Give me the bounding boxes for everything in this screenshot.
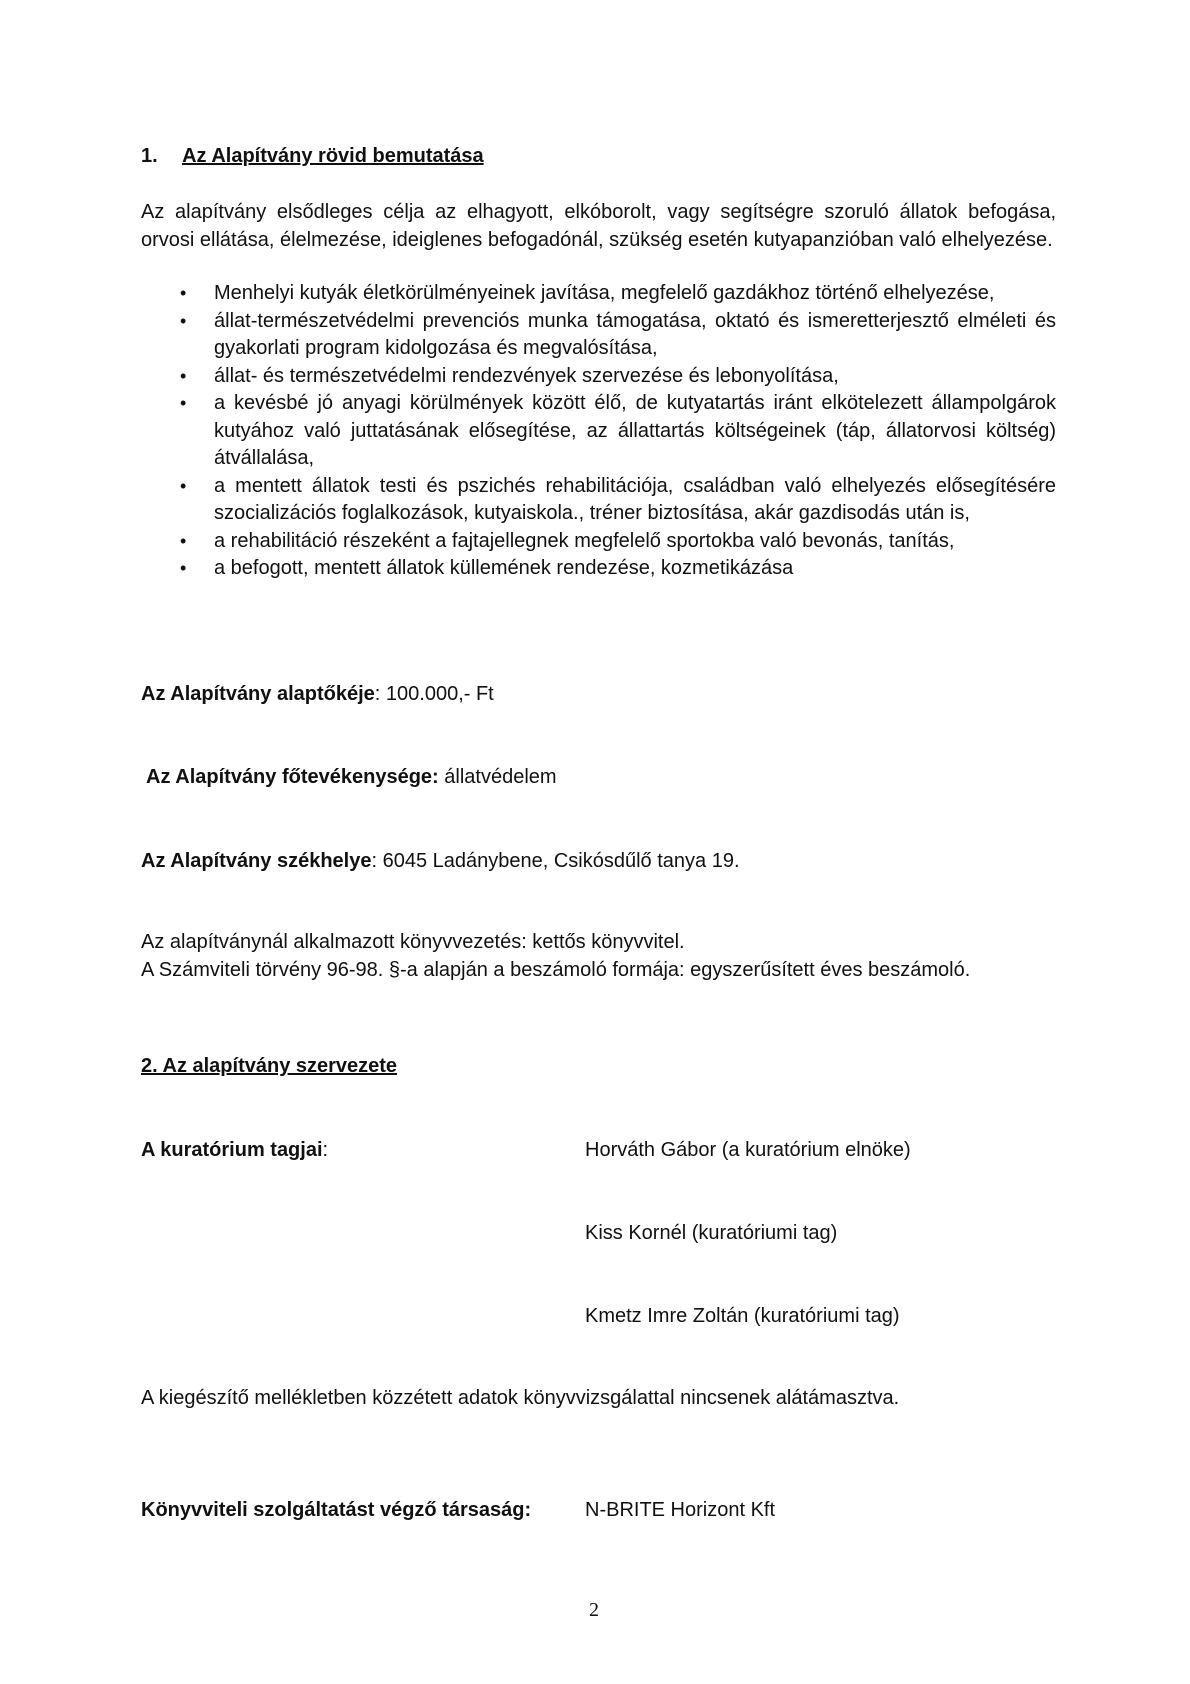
list-item: • állat-természetvédelmi prevenciós munka támogatása, oktató és ismeretterjesztő elméleti és gyakorlati program kidolgozása és megvalósítása, [180,309,1056,359]
main-activity-label: Az Alapítvány főtevékenysége: [146,766,439,788]
list-item: • a kevésbé jó anyagi körülmények között élő, de kutyatartás iránt elkötelezett állampolgárok kutyához való juttatásának elősegítése, az állattartás költségeinek (táp, állatorvosi költség) átvállalása, [180,392,1056,469]
list-item: • állat- és természetvédelmi rendezvények szervezése és lebonyolítása, [141,363,1056,391]
section-1-title: Az Alapítvány rövid bemutatása [182,145,484,167]
list-item: • a befogott, mentett állatok küllemének rendezése, kozmetikázása [141,555,1056,583]
audit-note: A kiegészítő mellékletben közzétett adatok könyvvizsgálattal nincsenek alátámasztva. [141,1387,900,1409]
board-label-line: A kuratórium tagjai: [141,1139,329,1161]
capital-label: Az Alapítvány alaptőkéje [141,683,375,705]
bullet-icon: • [180,530,187,551]
page-number: 2 [589,1599,599,1621]
seat-line [141,847,740,875]
intro-paragraph: Az alapítvány elsődleges célja az elhagyott, elkóborolt, vagy segítségre szoruló állatok befogása, orvosi ellátása, élelmezése, ideiglenes befogadónál, szükség esetén kutyapanzióban való elhelyezése. [141,201,1056,251]
accounting-line-1: Az alapítványnál alkalmazott könyvvezetés: kettős könyvvitel. [141,931,685,953]
bullet-icon: • [180,558,187,578]
bullet-icon: • [180,393,187,413]
list-item: • a rehabilitáció részeként a fajtajellegnek megfelelő sportokba való bevonás, tanítás, [141,528,1056,556]
capital-value: : 100.000,- Ft [374,683,494,705]
bookkeeping-label: Könyvviteli szolgáltatást végző társaság: [141,1499,532,1521]
accounting-line-2: A Számviteli törvény 96-98. §-a alapján a beszámoló formája: egyszerűsített éves beszámoló. [141,959,971,981]
section-2-heading [141,1052,397,1080]
seat-value: : 6045 Ladánybene, Csikósdűlő tanya 19. [371,850,740,872]
board-member-1: Horváth Gábor (a kuratórium elnöke) [585,1139,911,1161]
bullet-icon: • [180,365,187,386]
section-2-title: 2. Az alapítvány szervezete [141,1055,398,1077]
bullet-icon: • [180,310,187,331]
main-activity-line [146,763,557,791]
capital-line [141,680,494,708]
section-1-number: 1. [141,145,158,167]
board-label: A kuratórium tagjai [141,1139,323,1161]
list-item: • a mentett állatok testi és pszichés rehabilitációja, családban való elhelyezés elősegítésére szocializációs foglalkozások, kutyaiskola., tréner biztosítása, akár gazdisodás után is, [180,474,1056,524]
bullet-icon: • [180,283,187,303]
seat-label: Az Alapítvány székhelye [141,850,372,872]
main-activity-value: állatvédelem [438,766,557,788]
goals-list [141,280,1056,583]
section-1-heading [141,142,484,170]
board-member-3: Kmetz Imre Zoltán (kuratóriumi tag) [585,1305,900,1327]
list-item: • Menhelyi kutyák életkörülményeinek javítása, megfelelő gazdákhoz történő elhelyezése, [141,280,1056,308]
bullet-icon: • [180,475,187,496]
bookkeeping-value: N-BRITE Horizont Kft [585,1499,776,1521]
board-member-2: Kiss Kornél (kuratóriumi tag) [585,1222,838,1244]
